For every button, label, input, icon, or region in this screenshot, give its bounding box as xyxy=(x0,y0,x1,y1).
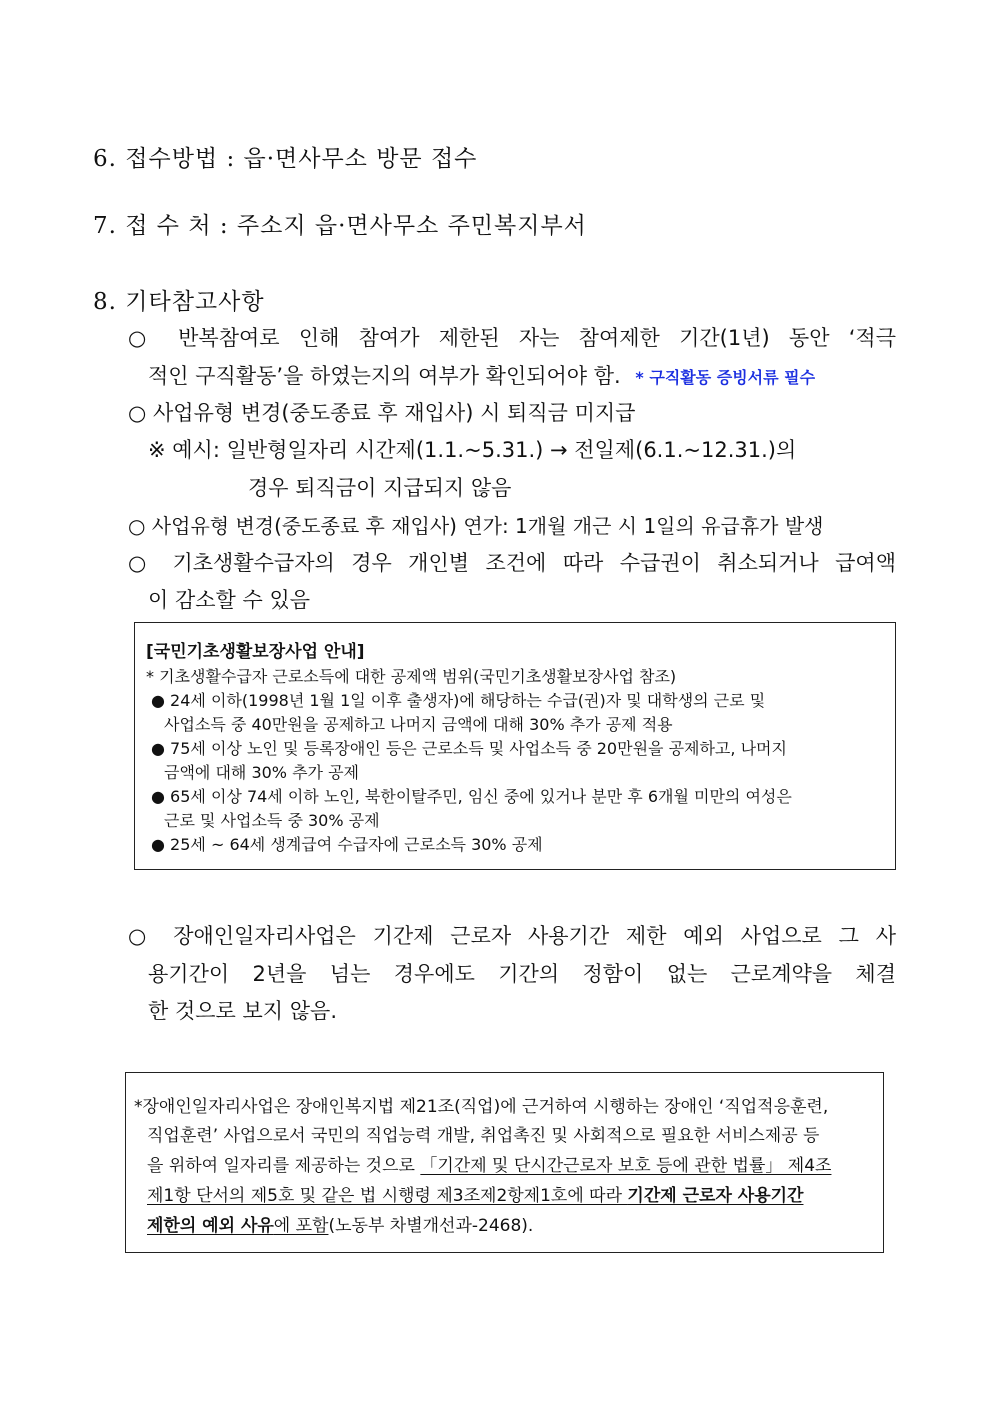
ministry-reference: (노동부 차별개선과-2468). xyxy=(328,1216,534,1236)
exception-reason-emphasis: 제한의 예외 사유 xyxy=(147,1216,274,1236)
reference-item-5-line-3: 한 것으로 보지 않음. xyxy=(148,999,337,1023)
basic-livelihood-info-box xyxy=(134,622,896,870)
info-box-line: 금액에 대해 30% 추가 공제 xyxy=(164,763,360,782)
reference-item-1-line-2 xyxy=(148,360,815,390)
reference-item-3: ○ 사업유형 변경(중도종료 후 재입사) 연가: 1개월 개근 시 1일의 유급휴가 발생 xyxy=(128,514,824,538)
info-box-line: 사업소득 중 40만원을 공제하고 나머지 금액에 대해 30% 추가 공제 적용 xyxy=(164,715,673,734)
reference-item-2-example-cont: 경우 퇴직금이 지급되지 않음 xyxy=(248,476,512,500)
section-6-heading: 6. 접수방법 : 읍·면사무소 방문 접수 xyxy=(93,146,478,172)
section-7-heading: 7. 접 수 처 : 주소지 읍·면사무소 주민복지부서 xyxy=(93,213,587,239)
reference-item-4-line-2: 이 감소할 수 있음 xyxy=(148,588,311,612)
info-box-line: ● 24세 이하(1998년 1월 1일 이후 출생자)에 해당하는 수급(권)자 및 대학생의 근로 및 xyxy=(151,691,766,710)
disability-job-law-note-box xyxy=(125,1072,884,1253)
reference-item-5-line-2: 용기간이 2년을 넘는 경우에도 기간의 정함이 없는 근로계약을 체결 xyxy=(148,962,896,986)
note-box-line: 직업훈련’ 사업으로서 국민의 직업능력 개발, 취업촉진 및 사회적으로 필요한 서비스제공 등 xyxy=(147,1126,820,1146)
info-box-title: [국민기초생활보장사업 안내] xyxy=(146,642,365,662)
info-box-line: * 기초생활수급자 근로소득에 대한 공제액 범위(국민기초생활보장사업 참조) xyxy=(146,667,677,686)
section-8-heading: 8. 기타참고사항 xyxy=(93,289,265,315)
reference-item-5-line-1: ○ 장애인일자리사업은 기간제 근로자 사용기간 제한 예외 사업으로 그 사 xyxy=(128,924,896,948)
reference-item-4-line-1: ○ 기초생활수급자의 경우 개인별 조건에 따라 수급권이 취소되거나 급여액 xyxy=(128,551,896,575)
info-box-line: ● 25세 ~ 64세 생계급여 수급자에 근로소득 30% 공제 xyxy=(151,835,543,854)
reference-item-2-line-1: ○ 사업유형 변경(중도종료 후 재입사) 시 퇴직금 미지급 xyxy=(128,401,636,425)
law-reference-underlined: 「기간제 및 단시간근로자 보호 등에 관한 법률」 제4조 xyxy=(420,1156,832,1176)
info-box-line: ● 65세 이상 74세 이하 노인, 북한이탈주민, 임신 중에 있거나 분만 후 6개월 미만의 여성은 xyxy=(151,787,792,806)
note-box-text: 을 위하여 일자리를 제공하는 것으로 xyxy=(147,1156,421,1176)
note-box-line xyxy=(147,1211,533,1236)
job-search-proof-note: * 구직활동 증빙서류 필수 xyxy=(635,368,816,387)
note-box-line xyxy=(147,1181,803,1206)
exception-emphasis: 기간제 근로자 사용기간 xyxy=(627,1186,804,1206)
reference-item-1-text: 적인 구직활동’을 하였는지의 여부가 확인되어야 함. xyxy=(148,364,621,388)
law-clause-underlined: 제1항 단서의 제5호 및 같은 법 시행령 제3조제2항제1호에 따라 xyxy=(147,1186,628,1206)
reference-item-2-example: ※ 예시: 일반형일자리 시간제(1.1.~5.31.) → 전일제(6.1.~12.31.)의 xyxy=(148,438,797,462)
info-box-line: ● 75세 이상 노인 및 등록장애인 등은 근로소득 및 사업소득 중 20만원을 공제하고, 나머지 xyxy=(151,739,787,758)
note-box-line xyxy=(147,1151,831,1176)
reference-item-1-line-1: ○ 반복참여로 인해 참여가 제한된 자는 참여제한 기간(1년) 동안 ‘적극 xyxy=(128,326,896,350)
info-box-line: 근로 및 사업소득 중 30% 공제 xyxy=(164,811,380,830)
included-underlined: 에 포함 xyxy=(273,1216,329,1236)
note-box-line: *장애인일자리사업은 장애인복지법 제21조(직업)에 근거하여 시행하는 장애인 ‘직업적응훈련, xyxy=(134,1097,829,1117)
